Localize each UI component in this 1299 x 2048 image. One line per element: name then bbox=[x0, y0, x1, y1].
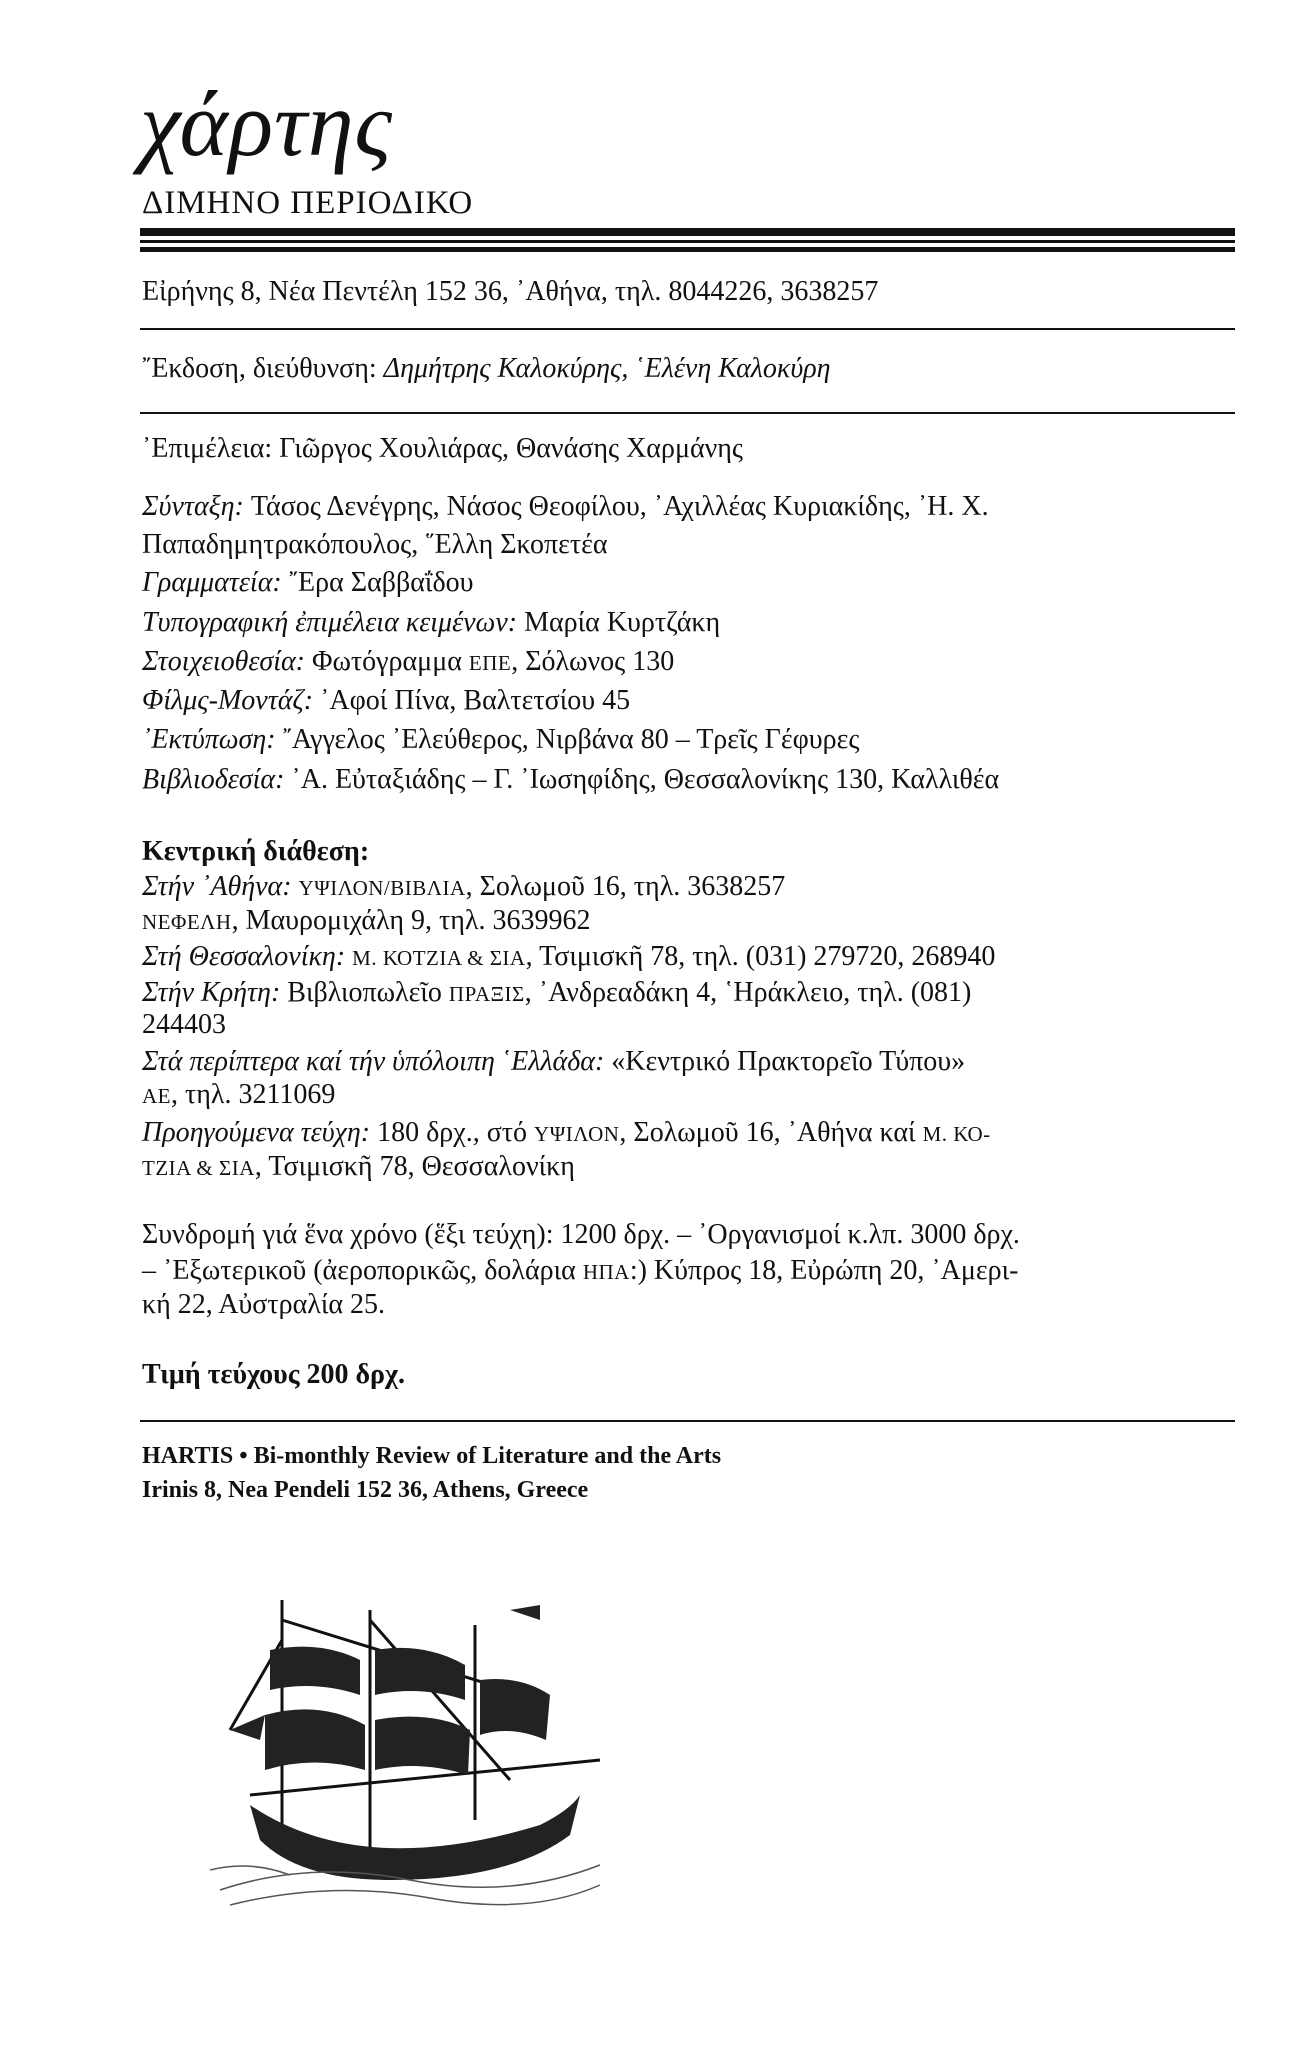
stoix-line bbox=[142, 645, 674, 679]
crete-sc: ΠΡΑΞΙΣ bbox=[448, 982, 525, 1006]
subscription-line-3: κή 22, Αὐστραλία 25. bbox=[142, 1289, 386, 1320]
header-rule-bottom bbox=[140, 247, 1235, 252]
ship-engraving-icon bbox=[210, 1580, 610, 1920]
prev-line bbox=[142, 1116, 991, 1150]
syntaxi-value: Τάσος Δενέγρης, Νάσος Θεοφίλου, ᾿Αχιλλέας Κυριακίδης, ᾿Η. Χ. bbox=[250, 491, 989, 522]
edition-label: ῎Εκδοση, διεύθυνση: bbox=[142, 353, 384, 384]
subscription-line-2b: :) Κύπρος 18, Εὐρώπη 20, ᾿Αμερι- bbox=[629, 1255, 1019, 1286]
journal-subtitle: ΔΙΜΗΝΟ ΠΕΡΙΟΔΙΚΟ bbox=[142, 185, 474, 221]
bivl-value: ᾿Α. Εὐταξιάδης – Γ. ᾿Ιωσηφίδης, Θεσσαλονίκης 130, Καλλιθέα bbox=[291, 764, 1000, 795]
prev-sc1: ΥΨΙΛΟΝ bbox=[534, 1122, 620, 1146]
syntaxi-cont-line: Παπαδημητρακόπουλος, ῞Ελλη Σκοπετέα bbox=[142, 529, 608, 560]
nefeli-line bbox=[142, 904, 590, 938]
prev-sc2: Μ. ΚΟ- bbox=[922, 1122, 991, 1146]
stoix-value-a: Φωτόγραμμα bbox=[312, 646, 469, 677]
nefeli-value: , Μαυρομιχάλη 9, τηλ. 3639962 bbox=[231, 905, 591, 936]
nefeli-sc: ΝΕΦΕΛΗ bbox=[142, 910, 232, 934]
syntaxi-line bbox=[142, 490, 989, 524]
subscription-line-2a: – ᾿Εξωτερικοῦ (ἀεροπορικῶς, δολάρια bbox=[142, 1255, 583, 1286]
thess-value: , Τσιμισκῆ 78, τηλ. (031) 279720, 268940 bbox=[525, 941, 996, 972]
kiosk-cont-line bbox=[142, 1078, 335, 1112]
grammateia-value: ῎Ερα Σαββαΐδου bbox=[288, 567, 474, 598]
header-rule-thin bbox=[140, 240, 1235, 243]
kiosk-line bbox=[142, 1045, 965, 1079]
subscription-line-2 bbox=[142, 1254, 1019, 1288]
divider-2 bbox=[140, 412, 1235, 414]
crete-value-a: Βιβλιοπωλεῖο bbox=[287, 977, 449, 1008]
prev-sc3: ΤΖΙΑ & ΣΙΑ bbox=[142, 1156, 255, 1180]
english-tagline-line bbox=[142, 1442, 721, 1471]
bullet-icon: • bbox=[239, 1443, 248, 1469]
edition-names: Δημήτρης Καλοκύρης, ῾Ελένη Καλοκύρη bbox=[383, 353, 831, 384]
prev-cont: , Τσιμισκῆ 78, Θεσσαλονίκη bbox=[254, 1151, 575, 1182]
address-line: Εἰρήνης 8, Νέα Πεντέλη 152 36, ᾿Αθήνα, τηλ. 8044226, 3638257 bbox=[142, 276, 879, 307]
typo-line bbox=[142, 606, 720, 640]
prev-cont-line bbox=[142, 1150, 575, 1184]
english-name: HARTIS bbox=[142, 1443, 234, 1469]
header-rule-thick bbox=[140, 228, 1235, 236]
ektyp-line bbox=[142, 723, 859, 757]
bivl-label: Βιβλιοδεσία: bbox=[142, 764, 292, 795]
syntaxi-label: Σύνταξη: bbox=[142, 491, 251, 522]
edition-line bbox=[142, 352, 831, 386]
subscription-line-1: Συνδρομή γιά ἕνα χρόνο (ἕξι τεύχη): 1200 δρχ. – ᾿Οργανισμοί κ.λπ. 3000 δρχ. bbox=[142, 1219, 1020, 1250]
kiosk-sc: ΑΕ bbox=[142, 1084, 171, 1108]
stoix-value-sc: ΕΠΕ bbox=[468, 651, 512, 675]
films-value: ᾿Αφοί Πίνα, Βαλτετσίου 45 bbox=[320, 685, 631, 716]
divider-3 bbox=[140, 1420, 1235, 1422]
crete-label: Στήν Κρήτη: bbox=[142, 977, 288, 1008]
prev-value-b: , Σολωμοῦ 16, ᾿Αθήνα καί bbox=[619, 1117, 923, 1148]
journal-title: χάρτης bbox=[140, 73, 393, 175]
thess-sc: Μ. ΚΟΤΖΙΑ & ΣΙΑ bbox=[352, 946, 526, 970]
thess-line bbox=[142, 940, 995, 974]
typo-label: Τυπογραφική ἐπιμέλεια κειμένων: bbox=[142, 607, 525, 638]
crete-value-b: , ᾿Ανδρεαδάκη 4, ῾Ηράκλειο, τηλ. (081) bbox=[524, 977, 972, 1008]
editors-line: ᾿Επιμέλεια: Γιῶργος Χουλιάρας, Θανάσης Χαρμάνης bbox=[142, 433, 744, 464]
bivl-line bbox=[142, 763, 999, 797]
prev-label: Προηγούμενα τεύχη: bbox=[142, 1117, 378, 1148]
stoix-label: Στοιχειοθεσία: bbox=[142, 646, 313, 677]
athens-value: , Σολωμοῦ 16, τηλ. 3638257 bbox=[465, 871, 786, 902]
crete-line bbox=[142, 976, 971, 1010]
stoix-value-b: , Σόλωνος 130 bbox=[511, 646, 675, 677]
kiosk-cont: , τηλ. 3211069 bbox=[171, 1079, 336, 1110]
grammateia-label: Γραμματεία: bbox=[142, 567, 289, 598]
kiosk-value: «Κεντρικό Πρακτορεῖο Τύπου» bbox=[611, 1046, 966, 1077]
subscription-line-2sc: ΗΠΑ bbox=[582, 1260, 630, 1284]
grammateia-line bbox=[142, 566, 474, 600]
typo-value: Μαρία Κυρτζάκη bbox=[524, 607, 721, 638]
distribution-heading: Κεντρική διάθεση: bbox=[142, 836, 370, 867]
ektyp-value: ῎Αγγελος ᾿Ελεύθερος, Νιρβάνα 80 – Τρεῖς Γέφυρες bbox=[282, 724, 860, 755]
athens-line bbox=[142, 870, 785, 904]
films-line bbox=[142, 684, 630, 718]
crete-cont-line: 244403 bbox=[142, 1009, 226, 1040]
prev-value-a: 180 δρχ., στό bbox=[377, 1117, 535, 1148]
ektyp-label: ᾿Εκτύπωση: bbox=[142, 724, 283, 755]
athens-label: Στήν ᾿Αθήνα: bbox=[142, 871, 299, 902]
english-tagline: Bi-monthly Review of Literature and the Arts bbox=[253, 1443, 722, 1469]
kiosk-label: Στά περίπτερα καί τήν ὑπόλοιπη ῾Ελλάδα: bbox=[142, 1046, 612, 1077]
athens-sc: ΥΨΙΛΟΝ/ΒΙΒΛΙΑ bbox=[298, 876, 466, 900]
divider-1 bbox=[140, 328, 1235, 330]
thess-label: Στή Θεσσαλονίκη: bbox=[142, 941, 353, 972]
price-line: Τιμή τεύχους 200 δρχ. bbox=[142, 1359, 405, 1390]
english-address: Irinis 8, Nea Pendeli 152 36, Athens, Greece bbox=[142, 1477, 589, 1503]
films-label: Φίλμς-Μοντάζ: bbox=[142, 685, 321, 716]
